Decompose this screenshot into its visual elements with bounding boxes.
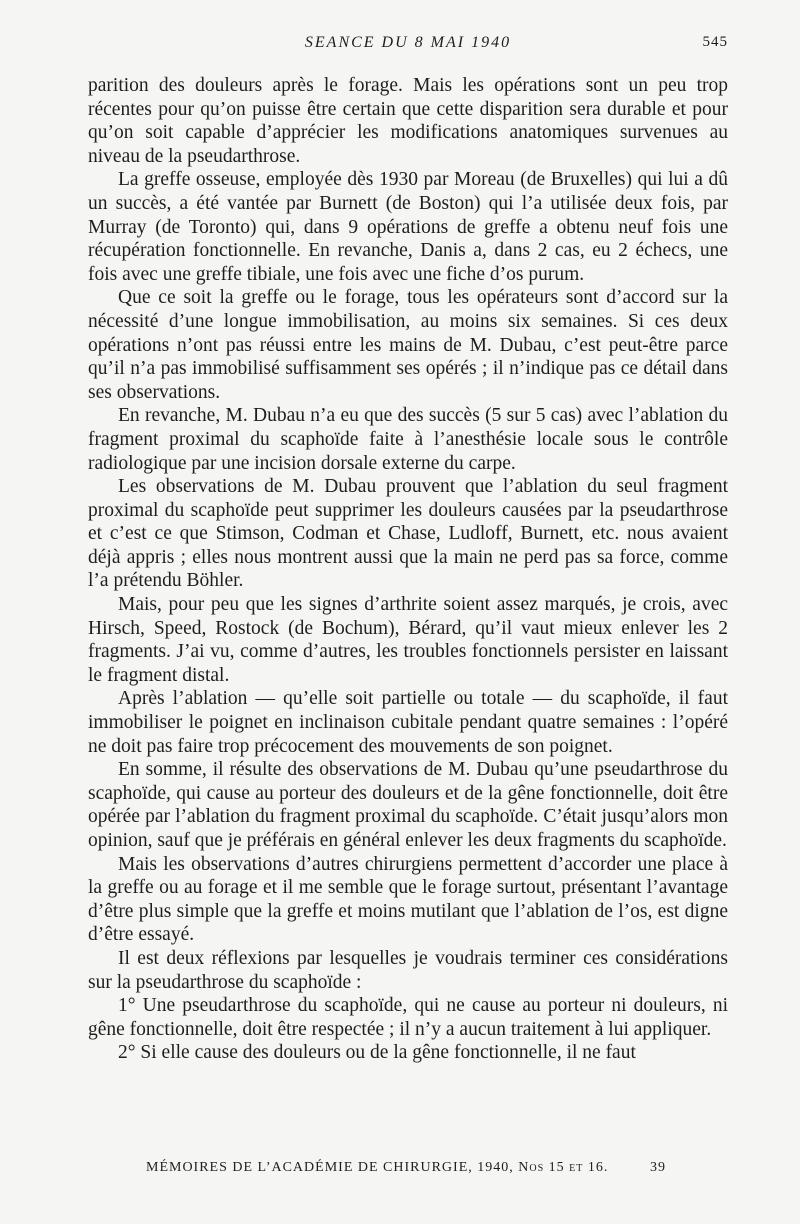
footer-sheet-number: 39 [650, 1160, 666, 1175]
running-header [88, 34, 728, 56]
footer-citation: MÉMOIRES DE L’ACADÉMIE DE CHIRURGIE, 1940, Nos 15 et 16. [146, 1160, 609, 1175]
paragraph: parition des douleurs après le forage. Mais les opérations sont un peu trop récentes pour qu’on puisse être certain que cette disparition sera durable et pour qu’on soit capable d’apprécier les modifications anatomiques survenues au niveau de la pseudarthrose. [88, 75, 728, 167]
page-number: 545 [702, 34, 728, 50]
paragraph: 1° Une pseudarthrose du scaphoïde, qui ne cause au porteur ni douleurs, ni gêne fonctionnelle, doit être respectée ; il n’y a aucun traitement à lui appliquer. [88, 995, 728, 1040]
body-text [88, 74, 728, 1065]
paragraph: En somme, il résulte des observations de M. Dubau qu’une pseudarthrose du scaphoïde, qui cause au porteur des douleurs et de la gêne fonctionnelle, doit être opérée par l’ablation du fragment proximal du scaphoïde. C’était jusqu’alors mon opinion, sauf que je préférais en général enlever les deux fragments du scaphoïde. [88, 759, 728, 851]
paragraph: 2° Si elle cause des douleurs ou de la gêne fonctionnelle, il ne faut [118, 1042, 636, 1064]
paragraph: En revanche, M. Dubau n’a eu que des succès (5 sur 5 cas) avec l’ablation du fragment proximal du scaphoïde faite à l’anesthésie locale sous le contrôle radiologique par une incision dorsale externe du carpe. [88, 405, 728, 474]
paragraph: Les observations de M. Dubau prouvent que l’ablation du seul fragment proximal du scaphoïde peut supprimer les douleurs causées par la pseudarthrose et c’est ce que Stimson, Codman et Chase, Ludloff, Burnett, etc. nous avaient déjà appris ; elles nous montrent aussi que la main ne perd pas sa force, comme l’a prétendu Böhler. [88, 476, 728, 592]
paragraph: Mais, pour peu que les signes d’arthrite soient assez marqués, je crois, avec Hirsch, Speed, Rostock (de Bochum), Bérard, qu’il vaut mieux enlever les 2 fragments. J’ai vu, comme d’autres, les troubles fonctionnels persister en laissant le fragment distal. [88, 594, 728, 686]
running-title: SEANCE DU 8 MAI 1940 [304, 34, 512, 51]
paragraph: La greffe osseuse, employée dès 1930 par Moreau (de Bruxelles) qui lui a dû un succès, a été vantée par Burnett (de Boston) qui l’a utilisée deux fois, par Murray (de Toronto) qui, dans 9 opérations de greffe a obtenu neuf fois une récupération fonctionnelle. En revanche, Danis a, dans 2 cas, eu 2 échecs, une fois avec une greffe tibiale, une fois avec une fiche d’os purum. [88, 169, 728, 285]
paragraph: Mais les observations d’autres chirurgiens permettent d’accorder une place à la greffe ou au forage et il me semble que le forage surtout, présentant l’avantage d’être plus simple que la greffe et moins mutilant que l’ablation de l’os, est digne d’être essayé. [88, 853, 728, 946]
paragraph: Que ce soit la greffe ou le forage, tous les opérateurs sont d’accord sur la nécessité d’une longue immobilisation, au moins six semaines. Si ces deux opérations n’ont pas réussi entre les mains de M. Dubau, c’est peut-être parce qu’il n’a pas immobilisé suffisamment ses opérés ; il n’indique pas ce détail dans ses observations. [88, 287, 728, 403]
paragraph: Après l’ablation — qu’elle soit partielle ou totale — du scaphoïde, il faut immobiliser le poignet en inclinaison cubitale pendant quatre semaines : l’opéré ne doit pas faire trop précocement des mouvements de son poignet. [88, 688, 728, 757]
paragraph: Il est deux réflexions par lesquelles je voudrais terminer ces considérations sur la pseudarthrose du scaphoïde : [88, 947, 728, 993]
